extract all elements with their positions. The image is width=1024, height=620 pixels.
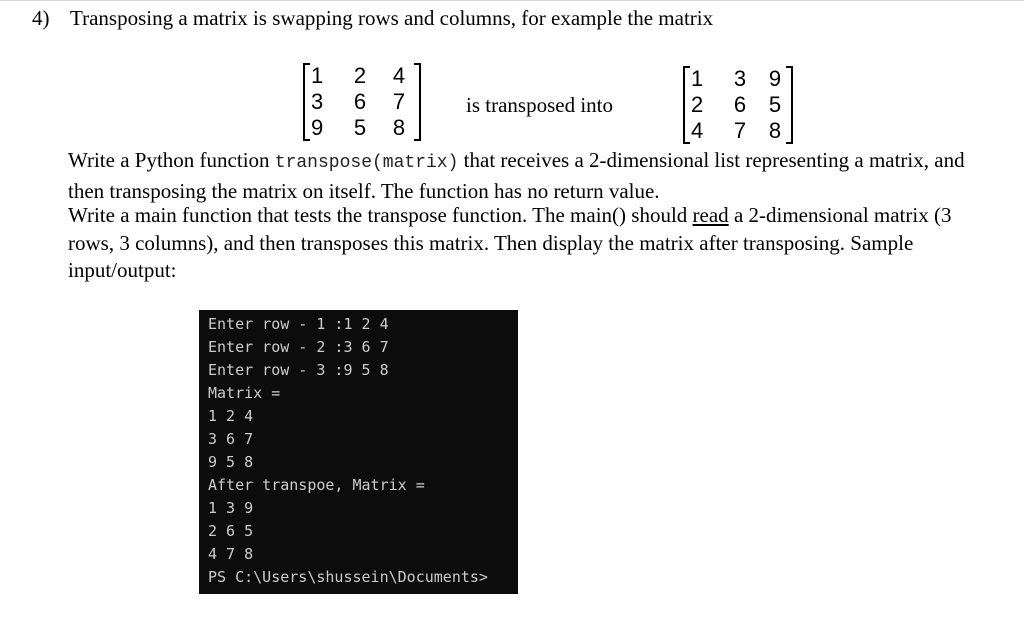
inline-code: transpose(matrix) — [274, 153, 459, 173]
question-heading-text: Transposing a matrix is swapping rows and columns, for example the matrix — [70, 6, 714, 30]
terminal-line: Enter row - 2 :3 6 7 — [208, 338, 389, 356]
paragraph-text: that receives a 2-dimensional list representing a matrix, and then transposing the matrix on itself. The function has no return value. — [68, 148, 965, 203]
top-divider — [0, 0, 1024, 1]
terminal-line: After transpoe, Matrix = — [208, 476, 425, 494]
matrix-left-bracket — [683, 66, 690, 144]
instruction-paragraph-function — [68, 147, 998, 205]
paragraph-text: a 2-dimensional matrix (3 rows, 3 columns), and then transposes this matrix. Then display the matrix after transposing. Sample input/output: — [68, 203, 952, 282]
instruction-paragraph-main — [68, 202, 998, 285]
matrix-left-bracket — [303, 63, 310, 141]
matrix-cell: 6 — [353, 89, 367, 114]
matrix-cell: 1 — [311, 63, 324, 88]
matrix-right-bracket — [786, 66, 793, 144]
matrix-right-bracket — [414, 63, 421, 141]
terminal-line: 4 7 8 — [208, 545, 254, 563]
paragraph-text: Write a main function that tests the transpose function. The main() should — [68, 203, 693, 227]
matrix-cell: 3 — [311, 89, 324, 114]
matrix-cell: 8 — [768, 118, 782, 143]
terminal-line: 3 6 7 — [208, 430, 254, 448]
matrix-transposed — [683, 66, 793, 144]
terminal-line: 9 5 8 — [208, 453, 254, 471]
terminal-line: 2 6 5 — [208, 522, 254, 540]
matrix-cell: 7 — [392, 89, 406, 114]
matrix-cell: 2 — [691, 92, 704, 117]
matrix-cell: 1 — [691, 66, 704, 91]
terminal-line: Matrix = — [208, 384, 281, 402]
matrix-cell: 9 — [311, 115, 324, 140]
terminal-prompt: PS C:\Users\shussein\Documents> — [208, 568, 488, 586]
matrix-original — [303, 63, 421, 141]
underlined-word: read — [692, 203, 729, 227]
terminal-line: Enter row - 3 :9 5 8 — [208, 361, 389, 379]
matrix-cell: 6 — [733, 92, 747, 117]
matrix-cell: 7 — [733, 118, 747, 143]
matrix-cell: 5 — [353, 115, 367, 140]
matrix-cell: 5 — [768, 92, 782, 117]
matrix-cell: 2 — [353, 63, 367, 88]
terminal-output — [199, 310, 518, 594]
matrix-cell: 4 — [691, 118, 704, 143]
matrix-cell: 3 — [733, 66, 747, 91]
terminal-line: 1 2 4 — [208, 407, 254, 425]
matrix-cell: 8 — [392, 115, 406, 140]
matrix-cell: 9 — [768, 66, 782, 91]
question-number: 4) — [32, 6, 50, 30]
terminal-line: 1 3 9 — [208, 499, 254, 517]
paragraph-text: Write a Python function — [68, 148, 275, 172]
transposed-label: is transposed into — [466, 93, 613, 117]
terminal-line: Enter row - 1 :1 2 4 — [208, 315, 389, 333]
question-heading — [32, 6, 713, 31]
matrix-cell: 4 — [392, 63, 406, 88]
